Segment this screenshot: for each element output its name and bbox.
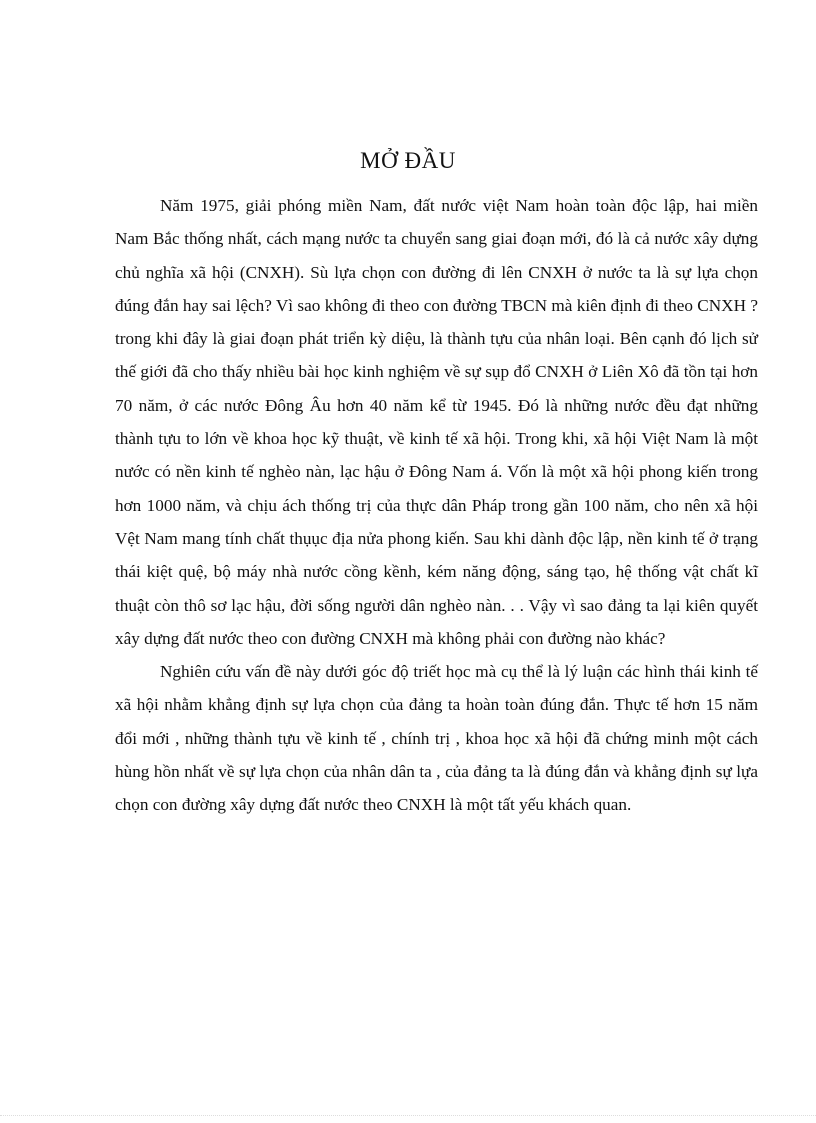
page-title: MỞ ĐẦU	[360, 148, 456, 173]
paragraph-1: Năm 1975, giải phóng miền Nam, đất nước việt Nam hoàn toàn độc lập, hai miền Nam Bắc thống nhất, cách mạng nước ta chuyển sang giai đoạn mới, đó là cả nước xây dựng chủ nghĩa xã hội (CNXH). Sù lựa chọn con đường đi lên CNXH ở nước ta là sự lựa chọn đúng đắn hay sai lệch? Vì sao không đi theo con đường TBCN mà kiên định đi theo CNXH ? trong khi đây là giai đoạn phát triển kỳ diệu, là thành tựu của nhân loại. Bên cạnh đó lịch sử thế giới đã cho thấy nhiều bài học kinh nghiệm về sự sụp đổ CNXH ở Liên Xô đã tồn tại hơn 70 năm, ở các nước Đông Âu hơn 40 năm kể từ 1945. Đó là những nước đều đạt những thành tựu to lớn về khoa học kỹ thuật, về kinh tế xã hội. Trong khi, xã hội Việt Nam là một nước có nền kinh tế nghèo nàn, lạc hậu ở Đông Nam á. Vốn là một xã hội phong kiến trong hơn 1000 năm, và chịu ách thống trị của thực dân Pháp trong gần 100 năm, cho nên xã hội Vệt Nam mang tính chất thụục địa nửa phong kiến. Sau khi dành độc lập, nền kinh tế ở trạng thái kiệt quệ, bộ máy nhà nước cồng kềnh, kém năng động, sáng tạo, hệ thống vật chất kĩ thuật còn thô sơ lạc hậu, đời sống người dân nghèo nàn. . . Vậy vì sao đảng ta lại kiên quyết xây dựng đất nước theo con đường CNXH mà không phải con đường nào khác?	[115, 196, 758, 648]
page-bottom-divider	[0, 1115, 816, 1116]
document-body	[115, 189, 758, 822]
paragraph-2: Nghiên cứu vấn đề này dưới góc độ triết học mà cụ thể là lý luận các hình thái kinh tế xã hội nhằm khẳng định sự lựa chọn của đảng ta hoàn toàn đúng đắn. Thực tế hơn 15 năm đổi mới , những thành tựu về kinh tế , chính trị , khoa học xã hội đã chứng minh một cách hùng hồn nhất về sự lựa chọn của nhân dân ta , của đảng ta là đúng đắn và khẳng định sự lựa chọn con đường xây dựng đất nước theo CNXH là một tất yếu khách quan.	[115, 662, 758, 815]
